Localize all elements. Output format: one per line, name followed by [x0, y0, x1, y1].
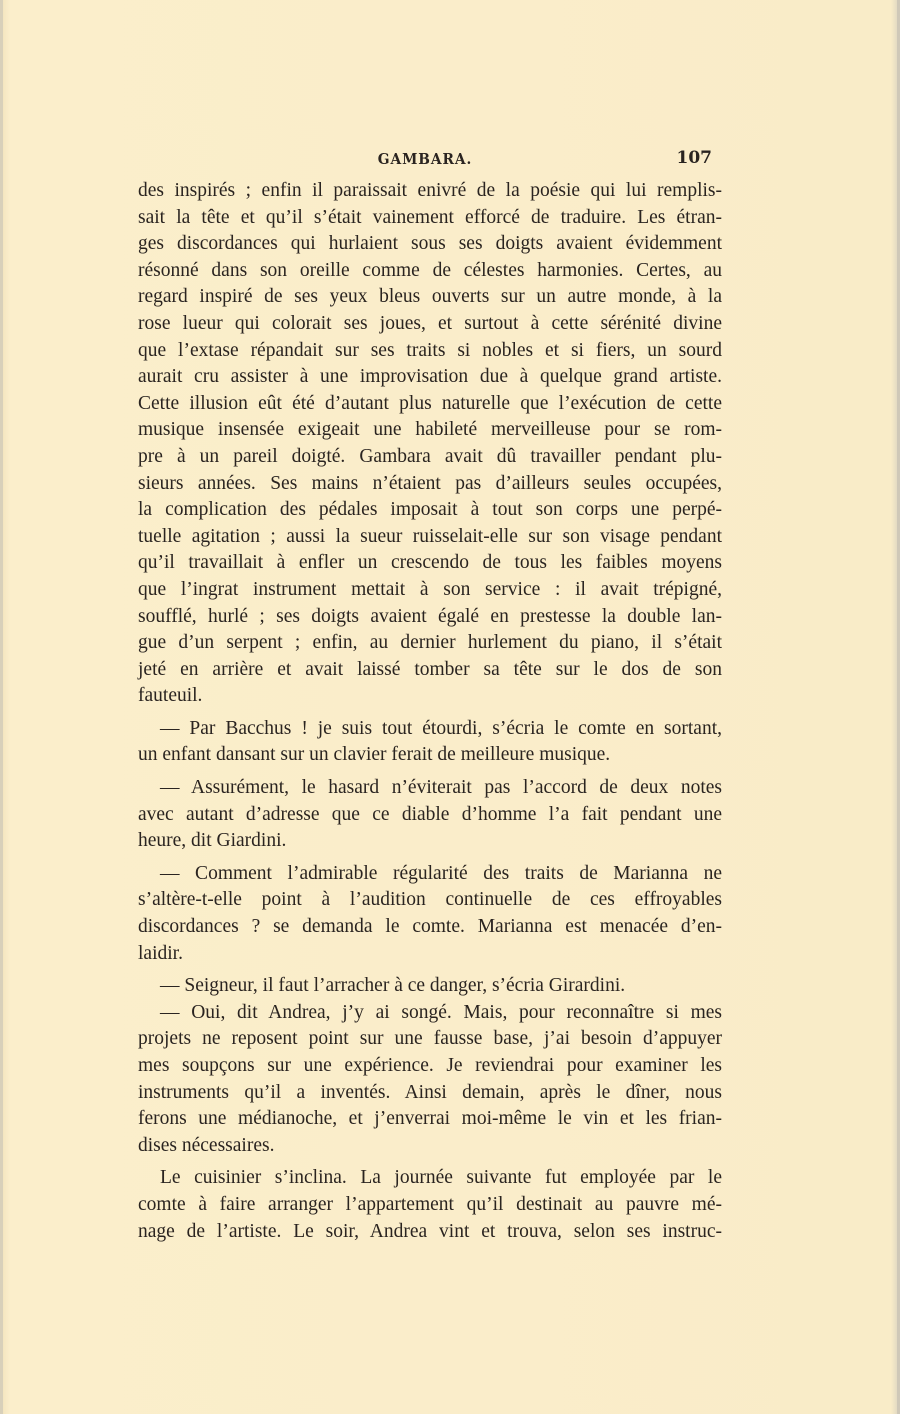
text-line: musique insensée exigeait une habileté merveilleuse pour se rom- [138, 419, 722, 441]
body-text [138, 178, 722, 1245]
text-line: résonné dans son oreille comme de célestes harmonies. Certes, au [138, 259, 722, 281]
text-line: sait la tête et qu’il s’était vainement efforcé de traduire. Les étran- [138, 206, 722, 228]
text-line: — Assurément, le hasard n’éviterait pas l’accord de deux notes [160, 777, 722, 799]
running-title: GAMBARA. [377, 150, 473, 168]
page-edge-left [0, 0, 3, 1414]
text-line: fauteuil. [138, 685, 203, 707]
text-line: avec autant d’adresse que ce diable d’homme l’a fait pendant une [138, 803, 722, 825]
text-line: ges discordances qui hurlaient sous ses doigts avaient évidemment [138, 233, 722, 255]
text-line: discordances ? se demanda le comte. Marianna est menacée d’en- [138, 916, 722, 938]
text-line: jeté en arrière et avait laissé tomber sa tête sur le dos de son [138, 658, 722, 680]
text-line: dises nécessaires. [138, 1134, 275, 1156]
text-line: — Oui, dit Andrea, j’y ai songé. Mais, pour reconnaître si mes [160, 1001, 722, 1023]
page-number: 107 [676, 148, 712, 168]
text-line: instruments qu’il a inventés. Ainsi demain, après le dîner, nous [138, 1081, 722, 1103]
text-line: ferons une médianoche, et j’enverrai moi-même le vin et les frian- [138, 1108, 722, 1130]
text-line: nage de l’artiste. Le soir, Andrea vint et trouva, selon ses instruc- [138, 1220, 722, 1242]
text-line: mes soupçons sur une expérience. Je reviendrai pour examiner les [138, 1055, 722, 1076]
text-line: regard inspiré de ses yeux bleus ouverts sur un autre monde, à la [138, 286, 722, 308]
text-line: sieurs années. Ses mains n’étaient pas d’ailleurs seules occupées, [138, 472, 722, 494]
text-line: gue d’un serpent ; enfin, au dernier hurlement du piano, il s’était [138, 632, 722, 654]
text-line: que l’extase répandait sur ses traits si nobles et si fiers, un sourd [138, 339, 722, 361]
text-line: aurait cru assister à une improvisation due à quelque grand artiste. [138, 366, 722, 388]
text-line: heure, dit Giardini. [138, 830, 287, 852]
text-line: la complication des pédales imposait à tout son corps une perpé- [138, 499, 722, 521]
text-line: que l’ingrat instrument mettait à son service : il avait trépigné, [138, 578, 722, 600]
text-line: un enfant dansant sur un clavier ferait de meilleure musique. [138, 744, 611, 766]
text-line: Cette illusion eût été d’autant plus naturelle que l’exécution de cette [138, 392, 722, 414]
text-line: projets ne reposent point sur une fausse base, j’ai besoin d’appuyer [138, 1028, 722, 1050]
text-line: pre à un pareil doigté. Gambara avait dû travailler pendant plu- [138, 445, 722, 467]
text-line: soufflé, hurlé ; ses doigts avaient égalé en prestesse la double lan- [138, 605, 722, 627]
text-line: s’altère-t-elle point à l’audition continuelle de ces effroyables [138, 889, 722, 911]
text-line: — Comment l’admirable régularité des traits de Marianna ne [160, 862, 722, 884]
text-line: Le cuisinier s’inclina. La journée suivante fut employée par le [160, 1167, 722, 1189]
page-header [138, 148, 712, 172]
text-line: tuelle agitation ; aussi la sueur ruisselait-elle sur son visage pendant [138, 525, 722, 547]
text-line: laidir. [138, 942, 183, 964]
text-line: — Par Bacchus ! je suis tout étourdi, s’écria le comte en sortant, [160, 717, 722, 739]
text-line: — Seigneur, il faut l’arracher à ce danger, s’écria Girardini. [160, 975, 626, 997]
text-line: rose lueur qui colorait ses joues, et surtout à cette sérénité divine [138, 312, 722, 334]
text-line: qu’il travaillait à enfler un crescendo de tous les faibles moyens [138, 552, 722, 574]
text-line: des inspirés ; enfin il paraissait enivré de la poésie qui lui remplis- [138, 180, 722, 201]
text-line: comte à faire arranger l’appartement qu’il destinait au pauvre mé- [138, 1193, 722, 1215]
